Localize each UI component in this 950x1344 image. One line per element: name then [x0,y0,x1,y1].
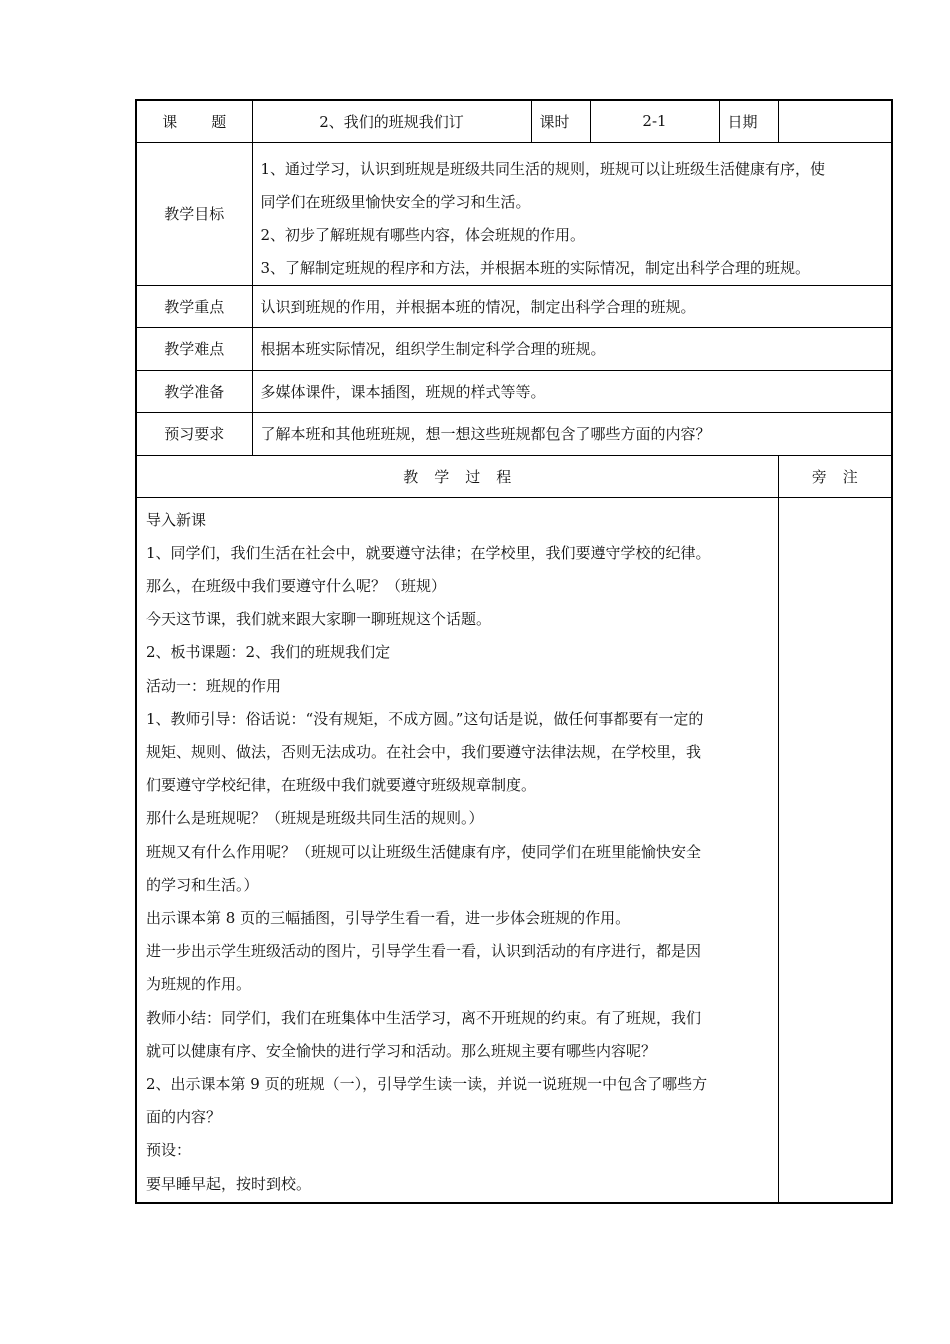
process-line: 预设： [146,1141,192,1160]
process-line: 1、同学们，我们生活在社会中，就要遵守法律；在学校里，我们要遵守学校的纪律。 [146,543,711,562]
process-line: 出示课本第 8 页的三幅插图，引导学生看一看，进一步体会班规的作用。 [146,908,631,927]
notes-title-char: 注 [842,467,858,486]
topic-label-a: 课 [162,112,178,131]
process-line: 2、出示课本第 9 页的班规（一），引导学生读一读，并说一说班规一中包含了哪些方 [146,1074,708,1093]
objective-line: 3、了解制定班规的程序和方法，并根据本班的实际情况，制定出科学合理的班规。 [260,258,811,277]
key-points-label: 教学重点 [136,285,252,327]
objectives-row [136,142,892,285]
preview-label: 预习要求 [136,412,252,455]
process-content [136,497,778,1203]
objective-line: 同学们在班级里愉快安全的学习和生活。 [260,192,531,211]
topic-label-b: 题 [211,112,227,131]
key-points-value: 认识到班规的作用，并根据本班的情况，制定出科学合理的班规。 [252,285,892,327]
topic-value: 2、我们的班规我们订 [252,100,531,142]
date-label: 日期 [719,100,778,142]
preview-value: 了解本班和其他班班规，想一想这些班规都包含了哪些方面的内容？ [252,412,892,455]
process-line: 那么，在班级中我们要遵守什么呢？（班规） [146,576,447,595]
process-title-char: 学 [434,467,450,486]
process-line: 为班规的作用。 [146,975,252,994]
process-line: 们要遵守学校纪律，在班级中我们就要遵守班级规章制度。 [146,776,537,795]
lesson-plan-sheet [135,99,891,1204]
objective-line: 1、通过学习，认识到班规是班级共同生活的规则，班规可以让班级生活健康有序，使 [260,159,826,178]
difficulties-row [136,327,892,370]
difficulties-value: 根据本班实际情况，组织学生制定科学合理的班规。 [252,327,892,370]
process-line: 活动一：班规的作用 [146,676,282,695]
process-header-row [136,455,892,497]
process-line: 2、板书课题：2、我们的班规我们定 [146,643,391,662]
preparation-label: 教学准备 [136,370,252,412]
topic-label-cell [136,100,252,142]
notes-content [778,497,892,1203]
preparation-row [136,370,892,412]
notes-title [778,455,892,497]
process-line: 那什么是班规呢？（班规是班级共同生活的规则。） [146,809,484,828]
process-title [136,455,778,497]
process-title-char: 过 [465,467,481,486]
process-title-char: 教 [403,467,419,486]
process-line: 班规又有什么作用呢？（班规可以让班级生活健康有序，使同学们在班里能愉快安全 [146,842,702,861]
process-body-row [136,497,892,1203]
key-points-row [136,285,892,327]
process-line: 面的内容？ [146,1108,222,1127]
process-line: 导入新课 [146,510,207,529]
process-line: 今天这节课，我们就来跟大家聊一聊班规这个话题。 [146,610,492,629]
period-label: 课时 [531,100,590,142]
difficulties-label: 教学难点 [136,327,252,370]
period-value: 2-1 [590,100,719,142]
objectives-content [252,142,892,285]
preview-row [136,412,892,455]
process-line: 规矩、规则、做法，否则无法成功。在社会中，我们要遵守法律法规，在学校里，我 [146,742,702,761]
header-row [136,100,892,142]
process-line: 的学习和生活。） [146,875,259,894]
process-line: 要早睡早起，按时到校。 [146,1174,312,1193]
process-line: 教师小结：同学们，我们在班集体中生活学习，离不开班规的约束。有了班规，我们 [146,1008,702,1027]
process-line: 进一步出示学生班级活动的图片，引导学生看一看，认识到活动的有序进行，都是因 [146,942,702,961]
objectives-label: 教学目标 [136,142,252,285]
process-title-char: 程 [496,467,512,486]
lesson-plan-table [135,99,893,1204]
date-value [778,100,892,142]
preparation-value: 多媒体课件，课本插图，班规的样式等等。 [252,370,892,412]
objective-line: 2、初步了解班规有哪些内容，体会班规的作用。 [260,225,586,244]
notes-title-char: 旁 [811,467,827,486]
process-line: 就可以健康有序、安全愉快的进行学习和活动。那么班规主要有哪些内容呢？ [146,1041,657,1060]
process-line: 1、教师引导：俗话说：“没有规矩，不成方圆。”这句话是说，做任何事都要有一定的 [146,709,704,728]
